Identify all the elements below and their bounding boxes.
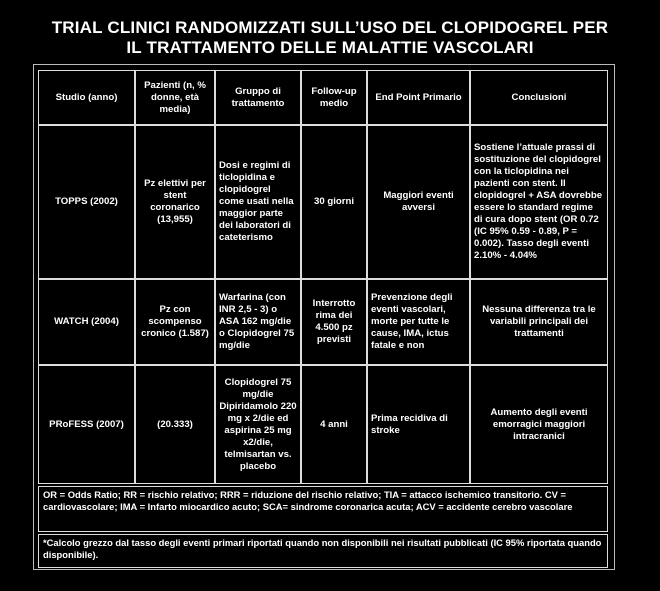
table-header-row — [38, 70, 608, 125]
cell-patients: Pz con scompenso cronico (1.587) — [135, 279, 215, 365]
table-row — [38, 125, 608, 279]
table-row — [38, 279, 608, 365]
cell-patients: (20.333) — [135, 365, 215, 484]
cell-treatment: Warfarina (con INR 2,5 - 3) o ASA 162 mg/die o Clopidogrel 75 mg/die — [215, 279, 301, 365]
cell-study: PRoFESS (2007) — [38, 365, 135, 484]
title-line-2: IL TRATTAMENTO DELLE MALATTIE VASCOLARI — [126, 38, 534, 57]
cell-treatment: Dosi e regimi di ticlopidina e clopidogrel come usati nella maggior parte dei laboratori di cateterismo — [215, 125, 301, 279]
cell-study: WATCH (2004) — [38, 279, 135, 365]
cell-followup: 4 anni — [301, 365, 367, 484]
header-study: Studio (anno) — [38, 70, 135, 125]
header-followup: Follow-up medio — [301, 70, 367, 125]
abbreviations-note: OR = Odds Ratio; RR = rischio relativo; RRR = riduzione del rischio relativo; TIA = attacco ischemico transitorio. CV = cardiovascolare; IMA = Infarto miocardico acuto; SCA= sindrome coronarica acuta; ACV = accidente cerebro vascolare — [38, 486, 608, 532]
cell-endpoint: Maggiori eventi avversi — [367, 125, 470, 279]
cell-followup: Interrotto rima dei 4.500 pz previsti — [301, 279, 367, 365]
calculation-note: *Calcolo grezzo dal tasso degli eventi primari riportati quando non disponibili nei risultati pubblicati (IC 95% riportata quando disponibile). — [38, 534, 608, 568]
cell-conclusions: Aumento degli eventi emorragici maggiori intracranici — [470, 365, 608, 484]
cell-study: TOPPS (2002) — [38, 125, 135, 279]
cell-followup: 30 giorni — [301, 125, 367, 279]
cell-endpoint: Prima recidiva di stroke — [367, 365, 470, 484]
cell-conclusions: Sostiene l’attuale prassi di sostituzione del clopidogrel con la ticlopidina nei pazienti con stent. Il clopidogrel + ASA dovrebbe essere lo standard regime di cura dopo stent (OR 0.72 (IC 95% 0.59 - 0.89, P = 0.002). Tasso degli eventi 2.10% - 4.04% — [470, 125, 608, 279]
cell-treatment: Clopidogrel 75 mg/die Dipiridamolo 220 mg x 2/die ed aspirina 25 mg x2/die, telmisartan vs. placebo — [215, 365, 301, 484]
header-treatment: Gruppo di trattamento — [215, 70, 301, 125]
header-patients: Pazienti (n, % donne, età media) — [135, 70, 215, 125]
cell-conclusions: Nessuna differenza tra le variabili principali dei trattamenti — [470, 279, 608, 365]
table-row — [38, 365, 608, 484]
header-endpoint: End Point Primario — [367, 70, 470, 125]
title-line-1: TRIAL CLINICI RANDOMIZZATI SULL’USO DEL CLOPIDOGREL PER — [51, 18, 609, 37]
cell-endpoint: Prevenzione degli eventi vascolari, morte per tutte le cause, IMA, ictus fatale e non — [367, 279, 470, 365]
slide-title — [0, 18, 660, 58]
header-conclusions: Conclusioni — [470, 70, 608, 125]
cell-patients: Pz elettivi per stent coronarico (13,955) — [135, 125, 215, 279]
trials-table — [38, 70, 608, 484]
